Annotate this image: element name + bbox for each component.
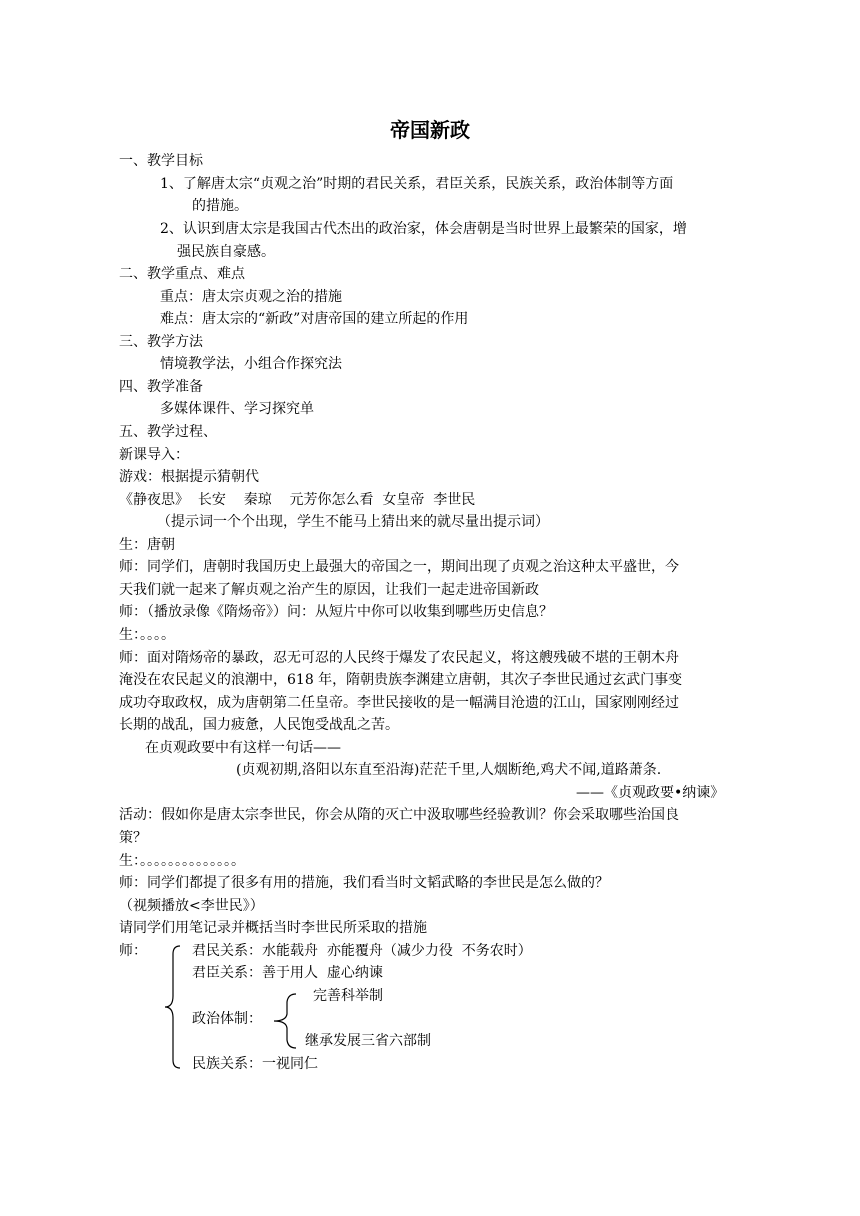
intro-label: 新课导入： [119,447,189,463]
activity-line-b: 策？ [119,830,147,846]
measure-ruler-officials: 君臣关系：善于用人 虚心纳谏 [192,965,383,981]
student-answer-1: 生：唐朝 [119,537,175,553]
objective-1-line-2: 的措施。 [192,198,248,214]
measure-ethnic-relations: 民族关系：一视同仁 [192,1056,318,1072]
section-heading-process: 五、教学过程、 [119,424,217,440]
political-three-departments: 继承发展三省六部制 [305,1033,431,1049]
political-imperial-exam: 完善科举制 [313,988,383,1004]
teacher-line-3b: 淹没在农民起义的浪潮中，618 年，隋朝贵族李渊建立唐朝，其次子李世民通过玄武门事变 [119,672,683,688]
page-title: 帝国新政 [390,118,470,142]
teacher-line-1a: 师：同学们，唐朝时我国历史上最强大的帝国之一，期间出现了贞观之治这种太平盛世，今 [119,559,679,575]
outer-brace [160,944,184,1070]
teacher-line-1b: 天我们就一起来了解贞观之治产生的原因，让我们一起走进帝国新政 [119,582,539,598]
inner-brace [266,990,298,1052]
measure-political-system: 政治体制： [192,1011,262,1027]
objective-2-line-2: 强民族自豪感。 [177,244,275,260]
quote-text: (贞观初期,洛阳以东直至沿海)茫茫千里,人烟断绝,鸡犬不闻,道路萧条. [236,762,662,778]
student-answer-2: 生：。。。。 [119,627,175,643]
objective-1-line-1: 1、了解唐太宗“贞观之治”时期的君民关系，君臣关系，民族关系，政治体制等方面 [160,176,674,192]
preparation-text: 多媒体课件、学习探究单 [160,401,314,417]
game-line: 游戏：根据提示猜朝代 [119,469,259,485]
section-heading-preparation: 四、教学准备 [119,379,203,395]
teacher-line-3d: 长期的战乱，国力疲惫，人民饱受战乱之苦。 [119,717,399,733]
section-heading-objectives: 一、教学目标 [119,153,203,169]
video-line: （视频播放<李世民》） [119,898,264,914]
quote-intro: 在贞观政要中有这样一句话—— [145,740,341,756]
section-heading-methods: 三、教学方法 [119,334,203,350]
methods-text: 情境教学法，小组合作探究法 [160,356,342,372]
teacher-line-3a: 师：面对隋炀帝的暴政，忍无可忍的人民终于爆发了农民起义，将这艘残破不堪的王朝木舟 [119,650,679,666]
student-answer-3: 生：。。。。。。。。。。。。。。 [119,853,245,869]
teacher-label: 师： [119,943,147,959]
teacher-line-4: 师：同学们都提了很多有用的措施，我们看当时文韬武略的李世民是怎么做的？ [119,875,609,891]
note-request: 请同学们用笔记录并概括当时李世民所采取的措施 [119,920,427,936]
activity-line-a: 活动：假如你是唐太宗李世民，你会从隋的灭亡中汲取哪些经验教训？你会采取哪些治国良 [119,807,679,823]
difficult-point: 难点：唐太宗的“新政”对唐帝国的建立所起的作用 [160,311,469,327]
measure-ruler-people: 君民关系：水能载舟 亦能覆舟（减少力役 不务农时） [192,943,532,959]
teacher-line-3c: 成功夺取政权，成为唐朝第二任皇帝。李世民接收的是一幅满目沧遗的江山，国家刚刚经过 [119,695,679,711]
quote-source: ——《贞观政要•纳谏》 [576,785,725,801]
key-point: 重点：唐太宗贞观之治的措施 [160,289,342,305]
objective-2-line-1: 2、认识到唐太宗是我国古代杰出的政治家，体会唐朝是当时世界上最繁荣的国家，增 [160,221,687,237]
teacher-line-2: 师：（播放录像《隋炀帝》）问：从短片中你可以收集到哪些历史信息？ [119,604,553,620]
hint-note: （提示词一个个出现，学生不能马上猜出来的就尽量出提示词） [157,514,549,530]
section-heading-key-points: 二、教学重点、难点 [119,266,245,282]
hint-words: 《静夜思》 长安 秦琼 元芳你怎么看 女皇帝 李世民 [119,492,476,508]
